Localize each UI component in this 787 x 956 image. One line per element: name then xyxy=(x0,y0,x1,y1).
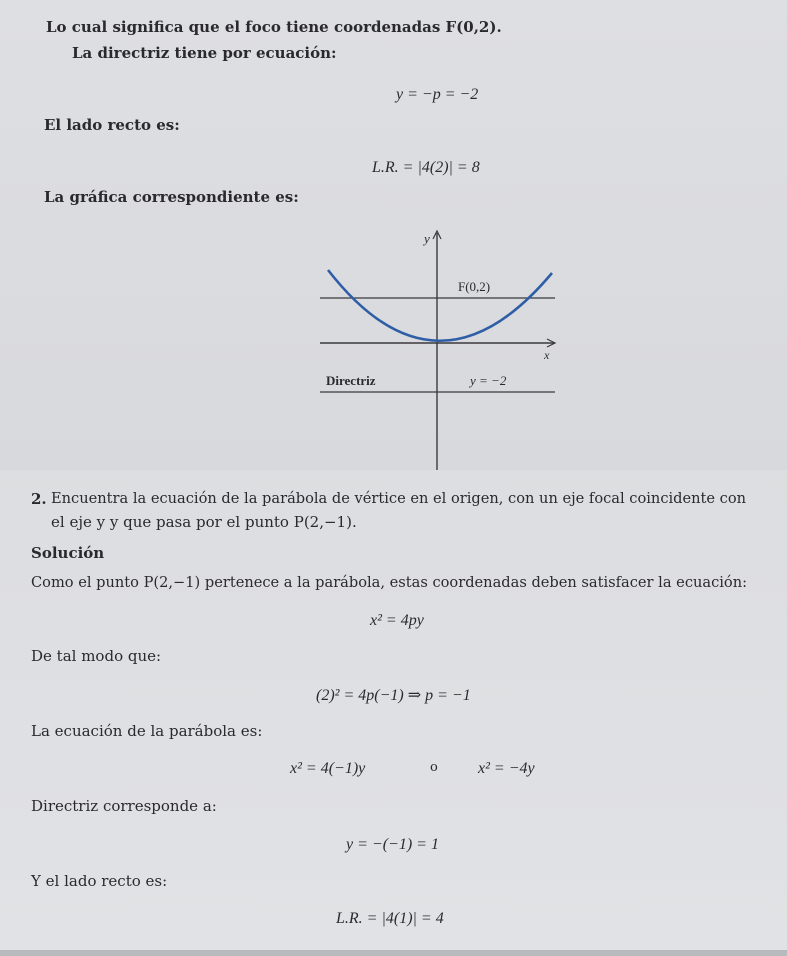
de-tal-modo-text: De tal modo que: xyxy=(31,647,162,665)
general-equation: x² = 4py xyxy=(370,612,424,629)
parabola-equation-a: x² = 4(−1)y xyxy=(290,760,366,777)
focus-label: F(0,2) xyxy=(458,279,491,294)
or-connector: o xyxy=(430,760,438,775)
parabola-curve xyxy=(328,270,552,341)
solucion-heading: Solución xyxy=(31,544,105,562)
parabola-figure xyxy=(300,225,590,475)
directriz-equation-label: y = −2 xyxy=(470,373,507,388)
x-axis-label: x xyxy=(544,348,550,362)
directriz-result-equation: y = −(−1) = 1 xyxy=(346,836,439,853)
lado-recto-equation: L.R. = |4(2)| = 8 xyxy=(372,159,480,176)
lado-recto-result-equation: L.R. = |4(1)| = 4 xyxy=(336,910,444,927)
focus-coordinates-text: Lo cual significa que el foco tiene coordenadas F(0,2). xyxy=(46,18,502,36)
directriz-corresponde-label: Directriz corresponde a: xyxy=(31,797,217,815)
problem-statement-line2: el eje y y que pasa por el punto P(2,−1). xyxy=(51,513,357,531)
lado-recto-label: El lado recto es: xyxy=(44,116,180,134)
directriz-equation: y = −p = −2 xyxy=(396,86,479,103)
directriz-label: Directriz xyxy=(326,373,376,388)
substitution-equation: (2)² = 4p(−1) ⇒ p = −1 xyxy=(316,687,471,704)
problem-statement-line1: Encuentra la ecuación de la parábola de vértice en el origen, con un eje focal coincidente con xyxy=(51,490,747,507)
problem-number: 2. xyxy=(31,490,47,508)
y-axis-label: y xyxy=(424,231,430,246)
directriz-intro-text: La directriz tiene por ecuación: xyxy=(72,44,337,62)
como-el-punto-text: Como el punto P(2,−1) pertenece a la parábola, estas coordenadas deben satisfacer la ecuación: xyxy=(31,574,748,591)
parabola-equation-b: x² = −4y xyxy=(478,760,535,777)
ecuacion-parabola-label: La ecuación de la parábola es: xyxy=(31,722,263,740)
lado-recto-label-2: Y el lado recto es: xyxy=(31,872,168,890)
grafica-label: La gráfica correspondiente es: xyxy=(44,188,299,206)
page-bottom-edge xyxy=(0,950,787,956)
parabola-graph xyxy=(300,225,590,475)
